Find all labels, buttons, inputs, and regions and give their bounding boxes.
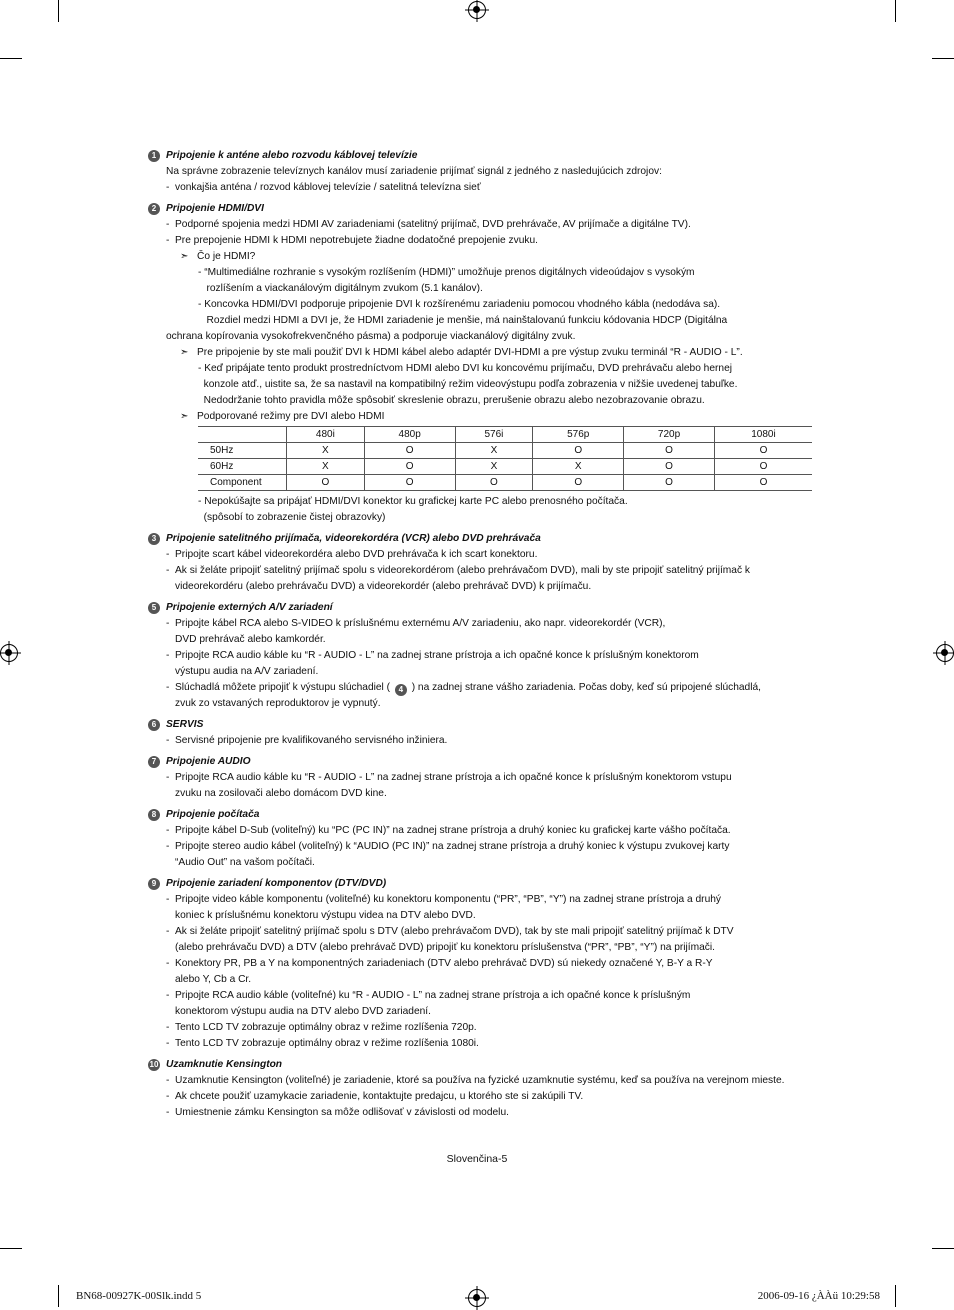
section-title: Pripojenie externých A/V zariadení <box>166 602 333 613</box>
bullet-continuation: “Audio Out” na vašom počítači. <box>175 857 315 868</box>
bullet-text: Ak chcete použiť uzamykacie zariadenie, kontaktujte predajcu, u ktorého ste si zakúpili TV. <box>175 1091 584 1102</box>
table-row <box>198 475 812 491</box>
table-cell: X <box>455 443 533 459</box>
bullet-item <box>148 924 820 940</box>
bullet-text: Pre prepojenie HDMI k HDMI nepotrebujete žiadne dodatočné prepojenie zvuku. <box>175 235 538 246</box>
bullet-dash: - <box>166 1038 170 1049</box>
registration-mark-icon <box>0 644 18 662</box>
note-item <box>148 409 820 425</box>
bullet-item <box>148 733 820 749</box>
section-heading <box>148 807 820 823</box>
bullet-item <box>148 180 820 196</box>
table-row <box>198 459 812 475</box>
bullet-text: Podporné spojenia medzi HDMI AV zariadeniami (satelitný prijímač, DVD prehrávače, AV prijímače a digitálne TV). <box>175 219 691 230</box>
crop-mark <box>895 0 896 22</box>
bullet-continuation: konektorom výstupu audia na DTV alebo DVD zariadení. <box>175 1006 431 1017</box>
bullet-continuation: zvuk zo vstavaných reproduktorov je vypnutý. <box>175 698 381 709</box>
note-arrow-icon: ➣ <box>180 251 189 262</box>
table-cell: O <box>364 443 455 459</box>
bullet-text: Pripojte RCA audio káble ku “R - AUDIO - L” na zadnej strane prístroja a ich opačné konce k príslušným konektorom <box>175 650 699 661</box>
bullet-text: Pripojte kábel D-Sub (voliteľný) ku “PC (PC IN)” na zadnej strane prístroja a druhý koniec ku grafickej karte vášho počítača. <box>175 825 731 836</box>
note-item <box>148 249 820 265</box>
section-title: Pripojenie HDMI/DVI <box>166 203 264 214</box>
bullet-text: Servisné pripojenie pre kvalifikovaného servisného inžiniera. <box>175 735 448 746</box>
bullet-item <box>148 648 820 664</box>
table-cell: 480p <box>364 427 455 443</box>
bullet-continuation: alebo Y, Cb a Cr. <box>175 974 252 985</box>
sub-item: konzole atď., uistite sa, že sa nastavil na kompatibilný režim videovýstupu podľa zobrazenia v nižšie uvedenej tabuľke. <box>198 379 738 390</box>
bullet-text: Ak si želáte pripojiť satelitný prijímač spolu s videorekordérom (alebo prehrávačom DVD), mali by ste pripojiť satelitný prijímač k <box>175 565 750 576</box>
bullet-text: Umiestnenie zámku Kensington sa môže odlišovať v závislosti od modelu. <box>175 1107 509 1118</box>
bullet-dash: - <box>166 825 170 836</box>
note-arrow-icon: ➣ <box>180 411 189 422</box>
table-cell: 480i <box>287 427 365 443</box>
bullet-continuation: koniec k príslušnému konektoru výstupu videa na DTV alebo DVD. <box>175 910 476 921</box>
bullet-dash: - <box>166 990 170 1001</box>
section-title: Uzamknutie Kensington <box>166 1059 283 1070</box>
bullet-dash: - <box>166 565 170 576</box>
table-cell: O <box>714 475 812 491</box>
bullet-item <box>148 217 820 233</box>
bullet-item <box>148 616 820 632</box>
bullet-dash: - <box>166 235 170 246</box>
bullet-continuation: (alebo prehrávaču DVD) a DTV (alebo prehrávač DVD) pripojiť ku konektoru príslušenstva (“PR”, “PB”, “Y”) na prijímači. <box>175 942 715 953</box>
section-heading <box>148 531 820 547</box>
crop-mark <box>58 1285 59 1307</box>
table-cell: X <box>287 459 365 475</box>
sub-item: Rozdiel medzi HDMI a DVI je, že HDMI zariadenie je menšie, má nainštalovanú funkciu kódovania HDCP (Digitálna <box>198 315 728 326</box>
table-cell: X <box>533 459 624 475</box>
sub-item: rozlíšením a viackanálovým digitálnym zvukom (5.1 kanálov). <box>198 283 483 294</box>
section-title: Pripojenie počítača <box>166 809 260 820</box>
section-title: Pripojenie AUDIO <box>166 756 251 767</box>
bullet-text: Pripojte RCA audio káble (voliteľné) ku “R - AUDIO - L” na zadnej strane prístroja a ich opačné konce k príslušným <box>175 990 691 1001</box>
section-number-badge: 10 <box>149 1060 159 1069</box>
table-cell: 1080i <box>714 427 812 443</box>
section-number-badge: 7 <box>148 756 160 768</box>
crop-mark <box>0 1248 22 1249</box>
bullet-item <box>148 823 820 839</box>
bullet-item <box>148 892 820 908</box>
table-cell: O <box>714 459 812 475</box>
bullet-item <box>148 1036 820 1052</box>
bullet-text: Konektory PR, PB a Y na komponentných zariadeniach (DTV alebo prehrávač DVD) sú niekedy označené Y, B-Y a R-Y <box>175 958 713 969</box>
bullet-text: Pripojte video káble komponentu (voliteľné) ku konektoru komponentu (“PR”, “PB”, “Y”) na zadnej strane prístroja a druhý <box>175 894 722 905</box>
crop-mark <box>0 58 22 59</box>
sub-item: (spôsobí to zobrazenie čistej obrazovky) <box>198 512 386 523</box>
paragraph: ochrana kopírovania vysokofrekvenčného pásma) a podporuje viackanálový digitálny zvuk. <box>166 331 576 342</box>
crop-mark <box>58 0 59 22</box>
note-text: Pre pripojenie by ste mali použiť DVI k HDMI kábel alebo adaptér DVI-HDMI a pre výstup zvuku terminál “R - AUDIO - L”. <box>197 347 743 358</box>
note-item <box>148 345 820 361</box>
table-cell: O <box>287 475 365 491</box>
table-cell: O <box>624 443 715 459</box>
table-cell: O <box>714 443 812 459</box>
bullet-item <box>148 563 820 579</box>
section-title: Pripojenie satelitného prijímača, videorekordéra (VCR) alebo DVD prehrávača <box>166 533 541 544</box>
bullet-continuation: DVD prehrávač alebo kamkordér. <box>175 634 326 645</box>
bullet-item <box>148 1105 820 1121</box>
bullet-text: vonkajšia anténa / rozvod káblovej televízie / satelitná televízna sieť <box>175 182 481 193</box>
bullet-dash: - <box>166 958 170 969</box>
table-row-label: 60Hz <box>198 459 287 475</box>
table-cell: X <box>455 459 533 475</box>
section-number-badge: 5 <box>148 602 160 614</box>
section-heading <box>148 148 820 164</box>
bullet-text: Pripojte scart kábel videorekordéra alebo DVD prehrávača k ich scart konektoru. <box>175 549 538 560</box>
table-cell: O <box>455 475 533 491</box>
bullet-dash: - <box>166 772 170 783</box>
registration-mark-icon <box>936 644 954 662</box>
section-heading <box>148 201 820 217</box>
bullet-dash: - <box>166 1022 170 1033</box>
table-row <box>198 443 812 459</box>
table-row-label: Component <box>198 475 287 491</box>
bullet-item <box>148 680 820 696</box>
manual-content <box>148 148 820 1121</box>
sub-item: - “Multimediálne rozhranie s vysokým rozlíšením (HDMI)” umožňuje prenos digitálnych videoúdajov s vysokým <box>198 267 695 278</box>
bullet-item <box>148 988 820 1004</box>
section-title: Pripojenie k anténe alebo rozvodu káblovej televízie <box>166 150 418 161</box>
sub-item: - Keď pripájate tento produkt prostredníctvom HDMI alebo DVI ku koncovému prijímaču, DVD prehrávaču alebo hernej <box>198 363 733 374</box>
bullet-item <box>148 770 820 786</box>
bullet-item <box>148 233 820 249</box>
section-heading <box>148 876 820 892</box>
bullet-continuation: výstupu audia na A/V zariadení. <box>175 666 319 677</box>
bullet-dash: - <box>166 182 170 193</box>
registration-mark-icon <box>468 1289 486 1307</box>
table-cell: 576i <box>455 427 533 443</box>
bullet-text: Slúchadlá môžete pripojiť k výstupu slúchadiel ( 4 ) na zadnej strane vášho zariadenia. Počas doby, keď sú pripojené slúchadlá, <box>175 682 761 694</box>
table-cell: O <box>364 475 455 491</box>
note-arrow-icon: ➣ <box>180 347 189 358</box>
bullet-text: Ak si želáte pripojiť satelitný prijímač spolu s DTV (alebo prehrávačom DVD), tak by ste mali pripojiť satelitný prijímač k DTV <box>175 926 734 937</box>
file-slug: BN68-00927K-00Slk.indd 5 <box>76 1290 202 1302</box>
bullet-dash: - <box>166 1107 170 1118</box>
sub-item: - Nepokúšajte sa pripájať HDMI/DVI konektor ku grafickej karte PC alebo prenosného počítača. <box>198 496 628 507</box>
bullet-item <box>148 1089 820 1105</box>
table-cell: O <box>533 443 624 459</box>
bullet-dash: - <box>166 894 170 905</box>
bullet-dash: - <box>166 1091 170 1102</box>
section-heading <box>148 600 820 616</box>
table-cell: O <box>624 459 715 475</box>
bullet-dash: - <box>166 618 170 629</box>
bullet-dash: - <box>166 1075 170 1086</box>
crop-mark <box>895 1285 896 1307</box>
table-cell: 720p <box>624 427 715 443</box>
bullet-item <box>148 956 820 972</box>
section-heading <box>148 754 820 770</box>
bullet-text: Uzamknutie Kensington (voliteľné) je zariadenie, ktoré sa používa na fyzické uzamknutie systému, keď sa používa na verejnom mieste. <box>175 1075 785 1086</box>
table-header-row <box>198 427 812 443</box>
bullet-continuation: videorekordéru (alebo prehrávaču DVD) a videorekordér (alebo prehrávač DVD) k prijímaču. <box>175 581 592 592</box>
bullet-item <box>148 1020 820 1036</box>
bullet-dash: - <box>166 682 170 693</box>
table-row-label <box>198 427 287 443</box>
bullet-text: Pripojte stereo audio kábel (voliteľný) k “AUDIO (PC IN)” na zadnej strane prístroja a druhý koniec k výstupu zvukovej karty <box>175 841 730 852</box>
section-number-badge: 2 <box>148 203 160 215</box>
registration-mark-icon <box>468 1 486 19</box>
table-row-label: 50Hz <box>198 443 287 459</box>
section-heading <box>148 717 820 733</box>
section-number-badge: 8 <box>148 809 160 821</box>
bullet-dash: - <box>166 735 170 746</box>
bullet-item <box>148 1073 820 1089</box>
section-title: SERVIS <box>166 719 204 730</box>
crop-mark <box>932 1248 954 1249</box>
bullet-dash: - <box>166 650 170 661</box>
section-heading <box>148 1057 820 1073</box>
date-slug: 2006-09-16 ¿ÀÀü 10:29:58 <box>757 1290 880 1302</box>
section-number-badge: 3 <box>148 533 160 545</box>
supported-modes-table <box>198 426 812 491</box>
bullet-dash: - <box>166 549 170 560</box>
sub-item: Nedodržanie tohto pravidla môže spôsobiť skreslenie obrazu, prerušenie obrazu alebo nezobrazovanie obrazu. <box>198 395 705 406</box>
section-number-badge: 1 <box>148 150 160 162</box>
table-cell: O <box>533 475 624 491</box>
paragraph: Na správne zobrazenie televíznych kanálov musí zariadenie prijímať signál z jedného z nasledujúcich zdrojov: <box>166 166 662 177</box>
sub-item: - Koncovka HDMI/DVI podporuje pripojenie DVI k rozšírenému zariadeniu pomocou vhodného kábla (nedodáva sa). <box>198 299 721 310</box>
bullet-text: Tento LCD TV zobrazuje optimálny obraz v režime rozlíšenia 1080i. <box>175 1038 479 1049</box>
bullet-text: Tento LCD TV zobrazuje optimálny obraz v režime rozlíšenia 720p. <box>175 1022 477 1033</box>
bullet-text: Pripojte kábel RCA alebo S-VIDEO k príslušnému externému A/V zariadeniu, ako napr. videorekordér (VCR), <box>175 618 666 629</box>
bullet-dash: - <box>166 926 170 937</box>
headphone-jack-number-icon: 4 <box>395 684 407 696</box>
bullet-dash: - <box>166 841 170 852</box>
bullet-text: Pripojte RCA audio káble ku “R - AUDIO - L” na zadnej strane prístroja a ich opačné konce k príslušným konektorom vstupu <box>175 772 732 783</box>
crop-mark <box>932 58 954 59</box>
section-number-badge: 9 <box>148 878 160 890</box>
bullet-continuation: zvuku na zosilovači alebo domácom DVD kine. <box>175 788 387 799</box>
table-cell: O <box>364 459 455 475</box>
table-cell: X <box>287 443 365 459</box>
page-number: Slovenčina-5 <box>446 1153 508 1165</box>
section-number-badge: 6 <box>148 719 160 731</box>
bullet-item <box>148 839 820 855</box>
table-cell: 576p <box>533 427 624 443</box>
bullet-item <box>148 547 820 563</box>
note-text: Čo je HDMI? <box>197 251 256 262</box>
section-title: Pripojenie zariadení komponentov (DTV/DVD) <box>166 878 387 889</box>
note-text: Podporované režimy pre DVI alebo HDMI <box>197 411 385 422</box>
bullet-dash: - <box>166 219 170 230</box>
table-cell: O <box>624 475 715 491</box>
